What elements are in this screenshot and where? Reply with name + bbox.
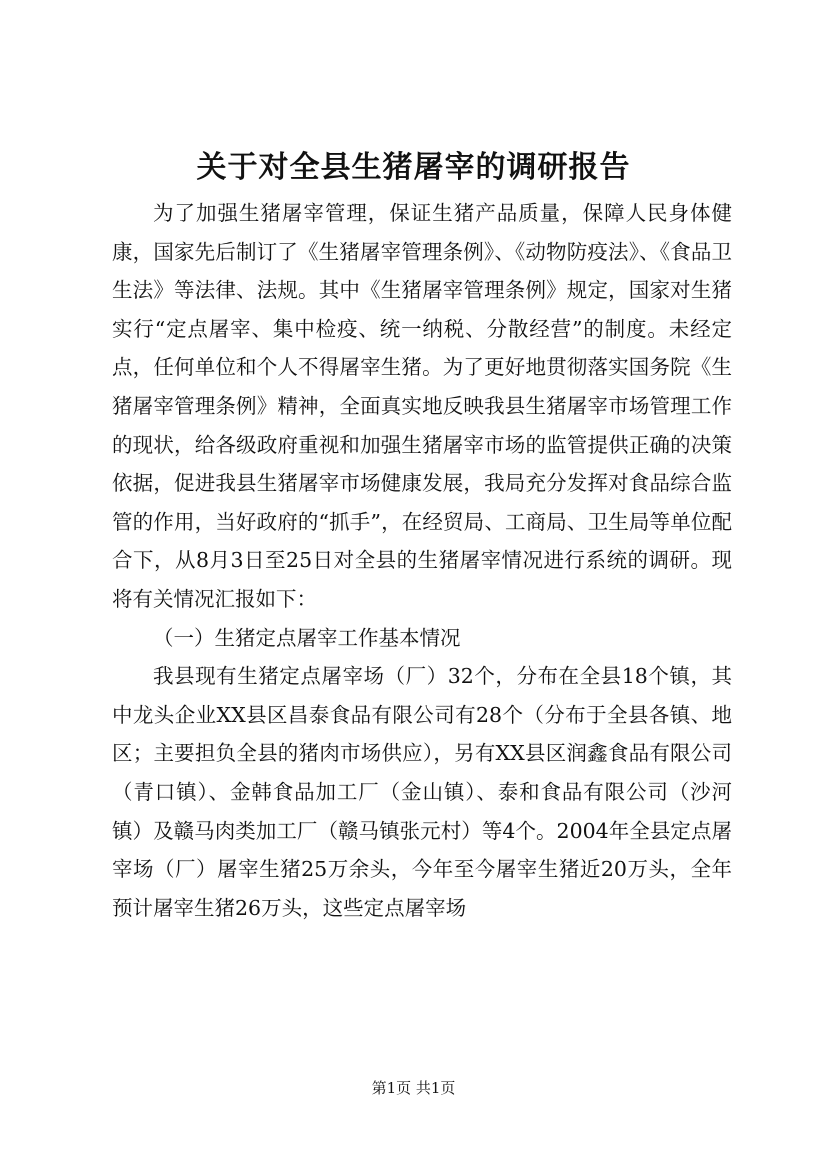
document-body — [112, 194, 732, 927]
paragraph-intro: 为了加强生猪屠宰管理，保证生猪产品质量，保障人民身体健康，国家先后制订了《生猪屠宰管理条例》、《动物防疫法》、《食品卫生法》等法律、法规。其中《生猪屠宰管理条例》规定，国家对生猪实行“定点屠宰、集中检疫、统一纳税、分散经营”的制度。未经定点，任何单位和个人不得屠宰生猪。为了更好地贯彻落实国务院《生猪屠宰管理条例》精神，全面真实地反映我县生猪屠宰市场管理工作的现状，给各级政府重视和加强生猪屠宰市场的监管提供正确的决策依据，促进我县生猪屠宰市场健康发展，我局充分发挥对食品综合监管的作用，当好政府的“抓手”，在经贸局、工商局、卫生局等单位配合下，从8月3日至25日对全县的生猪屠宰情况进行系统的调研。现将有关情况汇报如下： — [112, 201, 732, 611]
section-heading: （一）生猪定点屠宰工作基本情况 — [153, 625, 461, 650]
paragraph-basic-situation: 我县现有生猪定点屠宰场（厂）32个，分布在全县18个镇，其中龙头企业XX县区昌泰食品有限公司有28个（分布于全县各镇、地区；主要担负全县的猪肉市场供应），另有XX县区润鑫食品有限公司（青口镇）、金韩食品加工厂（金山镇）、泰和食品有限公司（沙河镇）及赣马肉类加工厂（赣马镇张元村）等4个。2004年全县定点屠宰场（厂）屠宰生猪25万余头，今年至今屠宰生猪近20万头，全年预计屠宰生猪26万头，这些定点屠宰场 — [112, 664, 732, 920]
page-footer: 第1页 共1页 — [371, 1079, 456, 1097]
document-title: 关于对全县生猪屠宰的调研报告 — [196, 150, 631, 185]
